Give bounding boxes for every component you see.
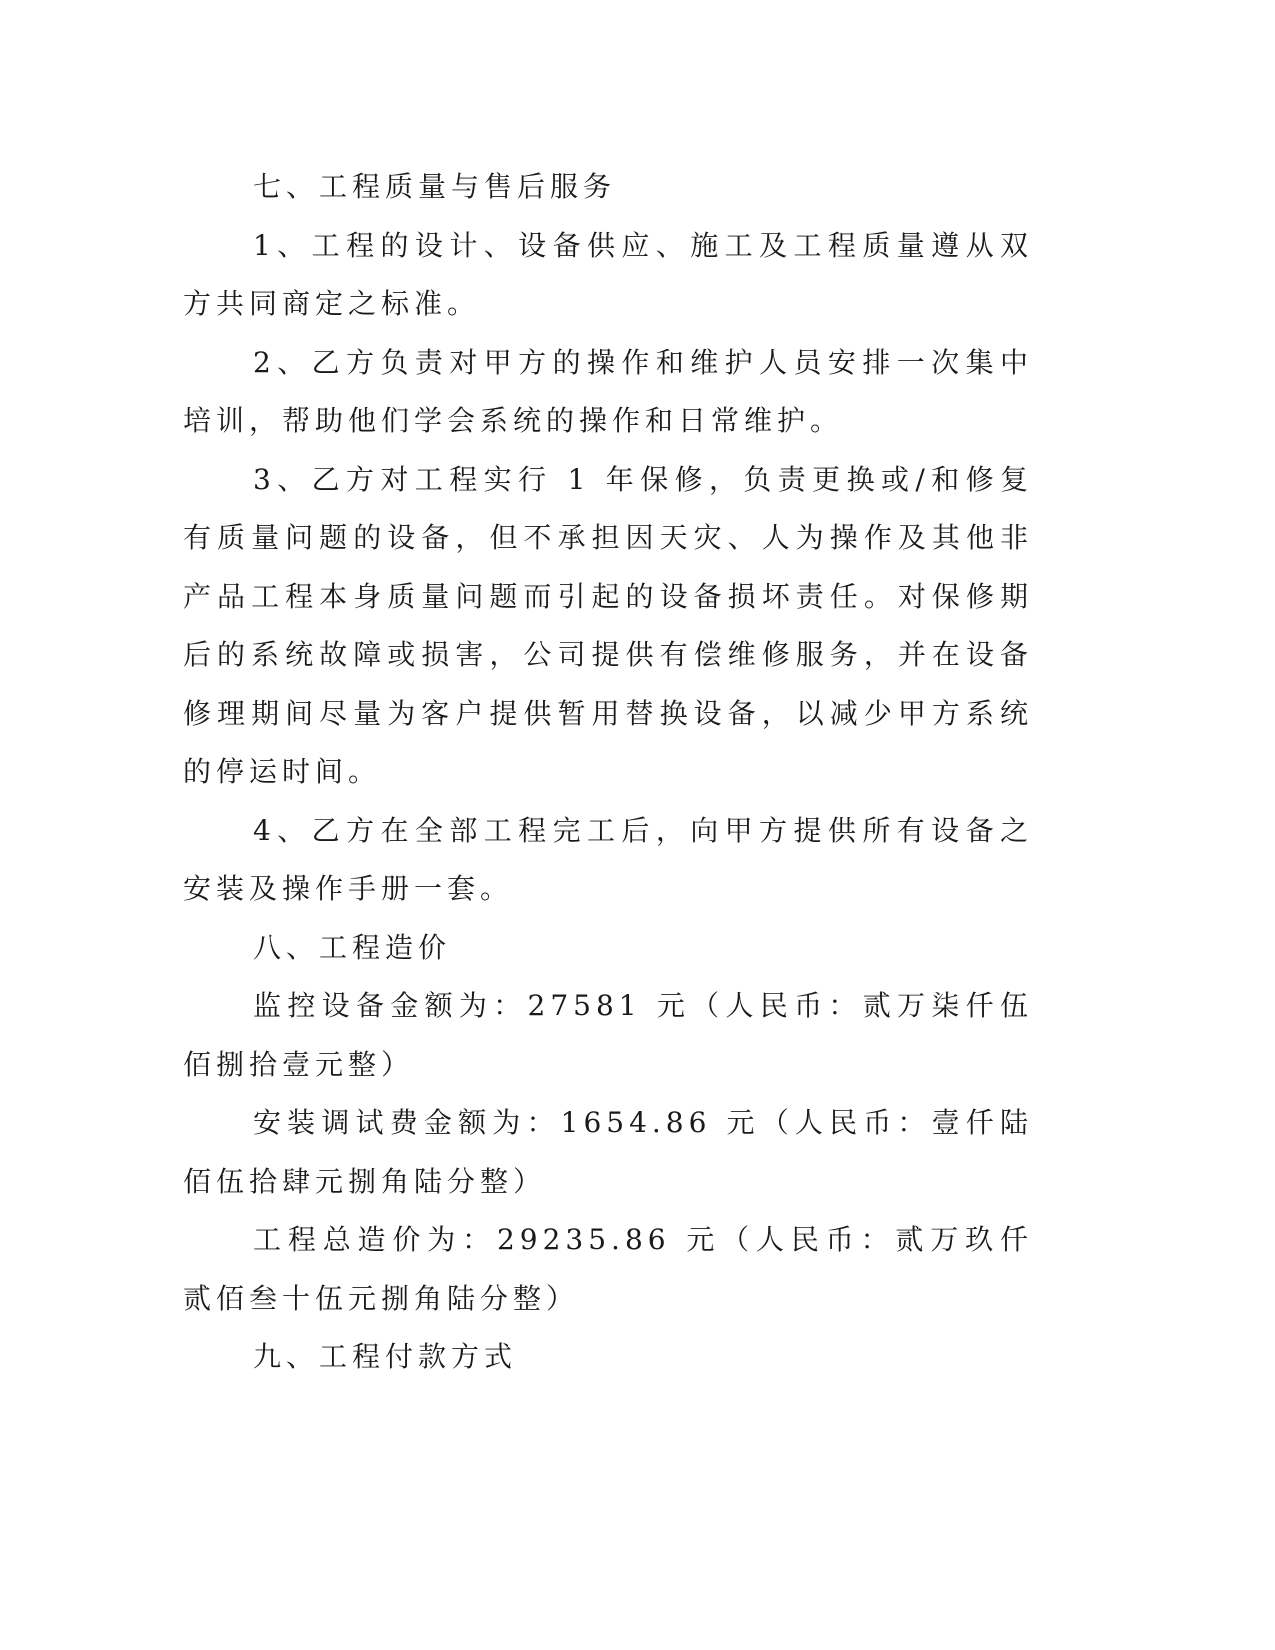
section-heading-quality: 七、工程质量与售后服务 bbox=[253, 170, 617, 203]
quality-clause-2: 2、乙方负责对甲方的操作和维护人员安排一次集中培训，帮助他们学会系统的操作和日常维护。 bbox=[183, 345, 1033, 437]
quality-clause-1: 1、工程的设计、设备供应、施工及工程质量遵从双方共同商定之标准。 bbox=[183, 228, 1033, 320]
section-heading-cost: 八、工程造价 bbox=[253, 930, 452, 964]
quality-clause-3: 3、乙方对工程实行 1 年保修，负责更换或/和修复有质量问题的设备，但不承担因天灾、人为操作及其他非产品工程本身质量问题而引起的设备损坏责任。对保修期后的系统故障或损害，公司提供有偿维修服务，并在设备修理期间尽量为客户提供暂用替换设备，以减少甲方系统的停运时间。 bbox=[183, 462, 1033, 788]
section-heading-payment: 九、工程付款方式 bbox=[253, 1340, 518, 1373]
cost-installation: 安装调试费金额为：1654.86 元（人民币：壹仟陆佰伍拾肆元捌角陆分整） bbox=[183, 1106, 1033, 1198]
cost-total: 工程总造价为：29235.86 元（人民币：贰万玖仟贰佰叁十伍元捌角陆分整） bbox=[183, 1223, 1033, 1315]
quality-clause-4: 4、乙方在全部工程完工后，向甲方提供所有设备之安装及操作手册一套。 bbox=[183, 813, 1033, 905]
document-body bbox=[183, 158, 1033, 1387]
cost-equipment: 监控设备金额为：27581 元（人民币：贰万柒仟伍佰捌拾壹元整） bbox=[183, 989, 1033, 1081]
